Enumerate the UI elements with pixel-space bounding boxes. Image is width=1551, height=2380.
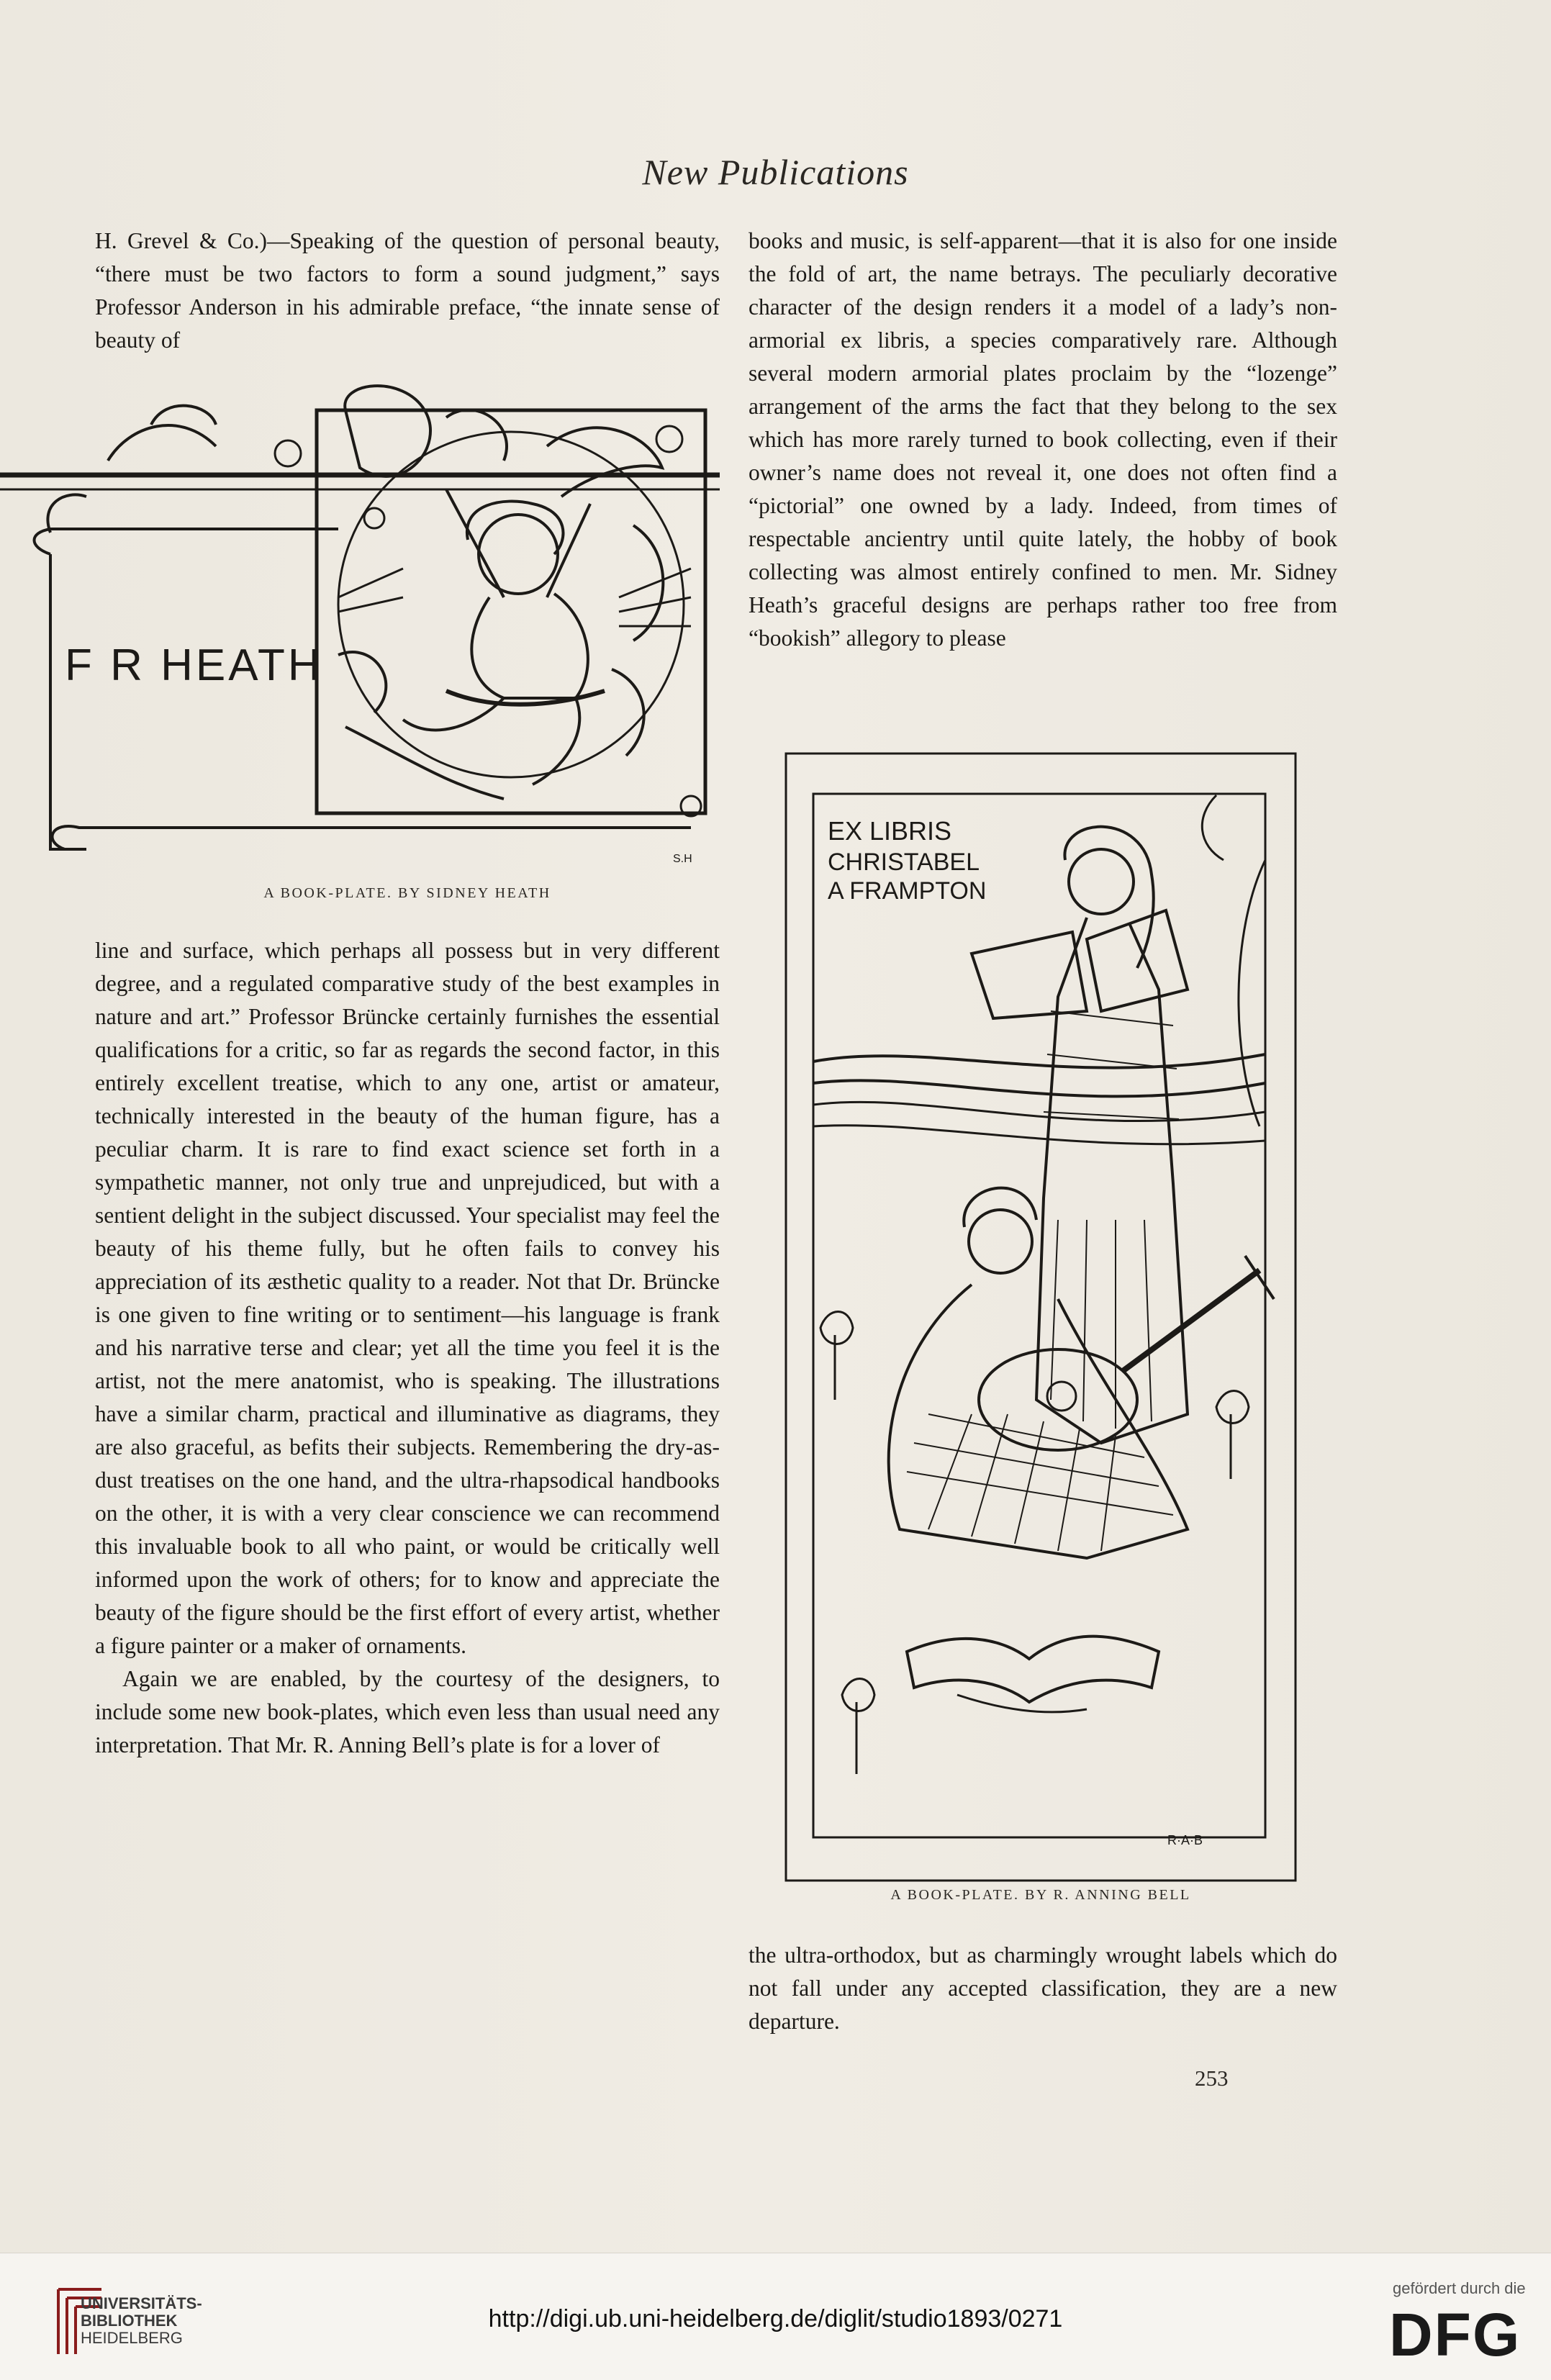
paragraph: Again we are enabled, by the courtesy of the designers, to include some new book-plates, which even less than usual need any interpretation. That Mr. R. Anning Bell’s plate is for a lover of bbox=[95, 1666, 720, 1757]
bell-bookplate-illustration bbox=[784, 752, 1297, 1882]
library-line-3: HEIDELBERG bbox=[81, 2329, 183, 2347]
left-top-text bbox=[95, 225, 720, 357]
sponsor-note: gefördert durch die bbox=[1393, 2279, 1526, 2297]
page-number: 253 bbox=[1195, 2065, 1229, 2091]
right-top-text bbox=[749, 225, 1337, 655]
bell-caption: A BOOK-PLATE. BY R. ANNING BELL bbox=[890, 1887, 1191, 1903]
dfg-logo: DFG bbox=[1389, 2301, 1521, 2368]
heath-bookplate-illustration bbox=[0, 381, 741, 885]
library-line-1: UNIVERSITÄTS- bbox=[81, 2294, 202, 2312]
library-line-2: BIBLIOTHEK bbox=[81, 2312, 178, 2330]
monogram: R·A·B bbox=[1167, 1833, 1203, 1847]
plate-name: F R HEATH bbox=[65, 641, 323, 690]
paragraph: books and music, is self-apparent—that it is also for one inside the fold of art, the name betrays. The peculiarly decorative character of the design renders it a model of a lady’s non-armorial ex libris, a species comparatively rare. Although several modern armorial plates proclaim by the “lozenge” arrangement of the arms the fact that they belong to the sex which has more rarely turned to book collecting, even if their owner’s name does not reveal it, one does not often find a “pictorial” one owned by a lady. Indeed, from times of respectable ancientry until quite lately, the hobby of book collecting was almost entirely confined to men. Mr. Sidney Heath’s graceful designs are perhaps rather too free from “bookish” allegory to please bbox=[749, 228, 1337, 651]
right-bottom-text bbox=[749, 1939, 1337, 2038]
paragraph: H. Grevel & Co.)—Speaking of the question of personal beauty, “there must be two factors to form a sound judgment,” says Professor Anderson in his admirable preface, “the innate sense of beauty of bbox=[95, 228, 720, 353]
plate-line-1: EX LIBRIS bbox=[828, 816, 952, 846]
source-url-link[interactable]: http://digi.ub.uni-heidelberg.de/diglit/studio1893/0271 bbox=[488, 2305, 1063, 2333]
left-bottom-text bbox=[95, 934, 720, 1762]
plate-line-3: A FRAMPTON bbox=[828, 877, 987, 905]
paragraph: the ultra-orthodox, but as charmingly wrought labels which do not fall under any accepted classification, they are a new departure. bbox=[749, 1942, 1337, 2034]
digitization-footer bbox=[0, 2253, 1551, 2380]
plate-line-2: CHRISTABEL bbox=[828, 849, 980, 876]
monogram: S.H bbox=[673, 853, 692, 865]
running-head: New Publications bbox=[642, 152, 909, 192]
paragraph: line and surface, which perhaps all possess but in very different degree, and a regulated comparative study of the best examples in nature and art.” Professor Brüncke certainly furnishes the essential qualifications for a critic, so far as regards the second factor, in this entirely excellent treatise, which to any one, artist or amateur, technically interested in the beauty of the human figure, has a peculiar charm. It is rare to find exact science set forth in a sympathetic manner, not only true and unprejudiced, but with a sentient delight in the subject discussed. Your specialist may feel the beauty of his theme fully, but he often fails to convey his appreciation of its æsthetic quality to a reader. Not that Dr. Brüncke is one given to fine writing or to sentiment—his language is frank and his narrative terse and clear; yet all the time you feel it is the artist, not the mere anatomist, who is speaking. The illustrations have a similar charm, practical and illuminative as diagrams, they are also graceful, as befits their subjects. Remembering the dry-as-dust treatises on the one hand, and the ultra-rhapsodical handbooks on the other, it is with a very clear conscience we can recommend this invaluable book to all who paint, or would be critically well informed upon the work of others; for to know and appreciate the beauty of the figure should be the first effort of every artist, whether a figure painter or a maker of ornaments. bbox=[95, 938, 720, 1658]
heath-caption: A BOOK-PLATE. BY SIDNEY HEATH bbox=[263, 885, 551, 901]
